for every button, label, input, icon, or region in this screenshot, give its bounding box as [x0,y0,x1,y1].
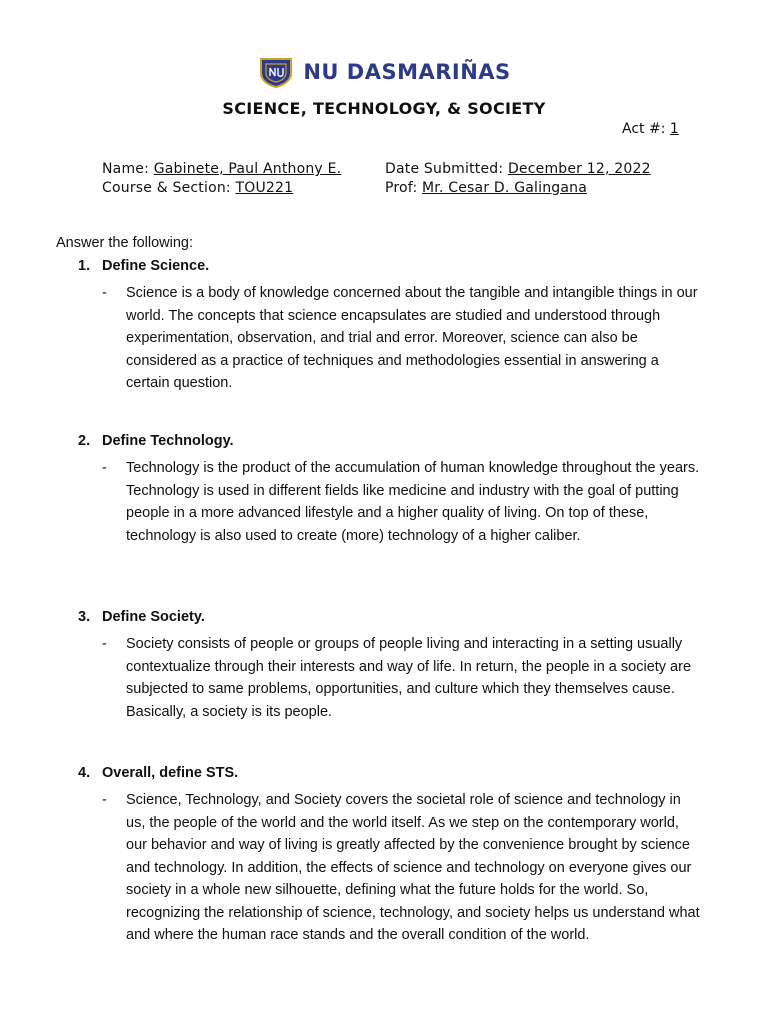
question-number: 4. [78,765,91,781]
question-item [78,433,718,544]
question-number: 3. [78,609,91,625]
bullet-dash: - [102,636,107,652]
course-value: TOU221 [235,180,294,196]
question-title: Define Technology. [102,433,234,449]
name-label: Name: [102,161,150,177]
instructions: Answer the following: [56,235,194,251]
question-title: Overall, define STS. [102,765,239,781]
question-item [78,765,718,943]
act-number [622,121,679,137]
shield-icon [257,56,295,88]
bullet-dash: - [102,285,107,301]
prof-row [385,180,587,196]
question-item [78,258,718,391]
bullet-dash: - [102,460,107,476]
answer-text: Science is a body of knowledge concerned about the tangible and intangible things in our world. The concepts that science encapsulates are studied and understood through experimentation, observation, and trial and error. Moreover, science can also be considered as a practice of techniques and methodologies essential in answering a certain question. [126,285,698,391]
date-label: Date Submitted: [385,161,504,177]
answer-text: Society consists of people or groups of people living and interacting in a setting usually contextualize through their interests and way of life. In return, the people in a society are subjected to same problems, opportunities, and culture which they themselves cause. Basically, a society is its people. [126,636,692,720]
question-title: Define Society. [102,609,205,625]
name-value: Gabinete, Paul Anthony E. [153,161,342,177]
date-row [385,161,651,177]
bullet-dash: - [102,792,107,808]
answer-text: Science, Technology, and Society covers the societal role of science and technology in us, the people of the world and the world itself. As we step on the contemporary world, our behavior and way of living is greatly affected by the convenience brought by science and technology. In addition, the effects of science and technology on everyone gives our society in a whole new silhouette, defining what the future holds for the world. So, recognizing the relationship of science, technology, and society helps us understand what and where the human race stands and the overall condition of the world. [126,792,700,943]
course-row [102,180,293,196]
header-logo [0,56,768,88]
act-value: 1 [669,121,679,137]
question-item [78,609,718,720]
prof-value: Mr. Cesar D. Galingana [422,180,588,196]
answer-text: Technology is the product of the accumulation of human knowledge throughout the years. Technology is used in different fields like medicine and industry with the goal of putting people in a more advanced lifestyle and a higher quality of living. On top of these, technology is also used to create (more) technology of a higher caliber. [126,460,700,544]
date-value: December 12, 2022 [507,161,651,177]
prof-label: Prof: [385,180,418,196]
question-number: 2. [78,433,91,449]
question-number: 1. [78,258,91,274]
brand-name: NU DASMARIÑAS [303,60,511,84]
question-title: Define Science. [102,258,210,274]
act-label: Act #: [622,121,666,137]
name-row [102,161,341,177]
course-label: Course & Section: [102,180,231,196]
page-title: SCIENCE, TECHNOLOGY, & SOCIETY [222,99,546,118]
